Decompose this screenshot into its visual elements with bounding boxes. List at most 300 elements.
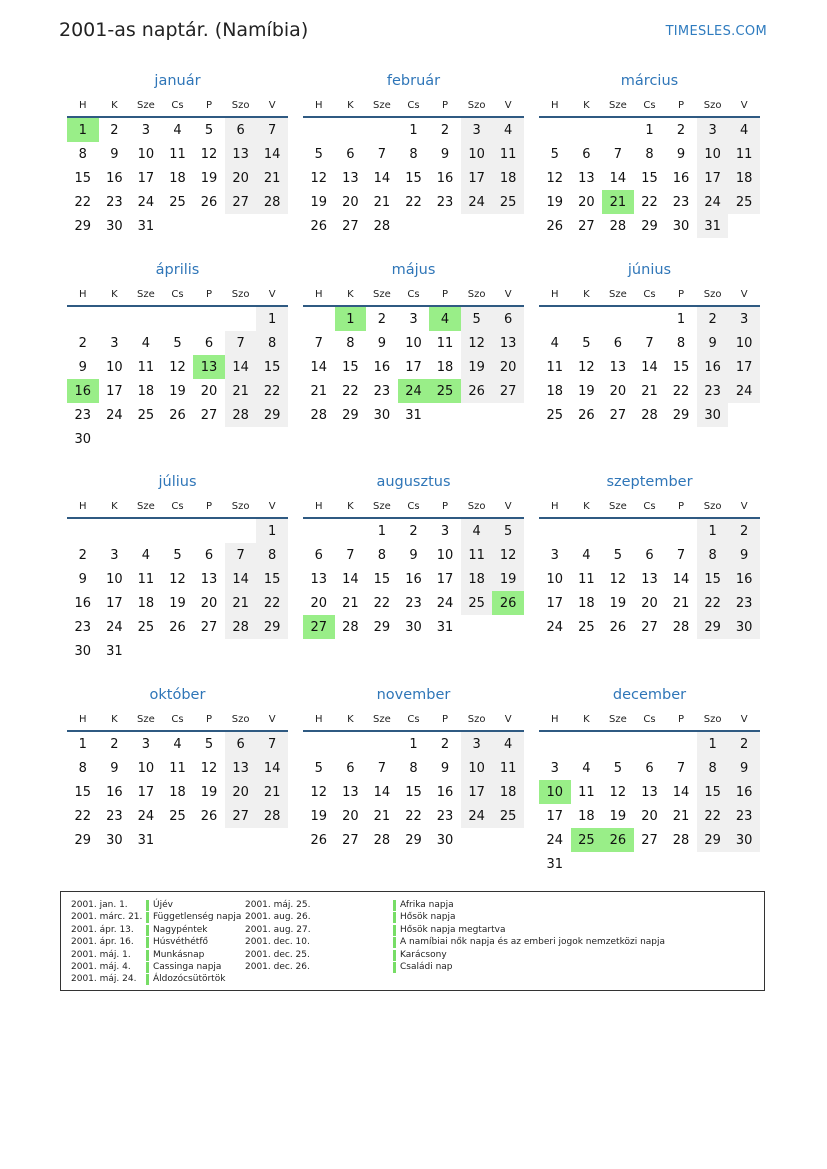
day-cell: 23: [728, 591, 760, 615]
month-6: [67, 473, 288, 663]
weekday-header: Szo: [225, 94, 257, 117]
day-cell: 3: [461, 731, 493, 756]
weekday-header: Cs: [634, 708, 666, 731]
day-cell: 28: [310, 407, 328, 423]
day-cell: 9: [110, 146, 119, 162]
legend-date: 2001. márc. 21.: [71, 912, 143, 923]
day-cell: 24: [106, 619, 123, 635]
day-cell: 30: [672, 218, 690, 234]
day-cell: 24: [436, 595, 454, 611]
legend-holiday-name: Nagypéntek: [146, 925, 208, 936]
empty-cell: [193, 639, 225, 663]
day-cell: 24: [106, 407, 123, 423]
day-cell: 17: [728, 355, 760, 379]
weekday-header: Cs: [162, 495, 194, 518]
empty-cell: [665, 518, 697, 543]
day-cell: 27: [225, 190, 257, 214]
month-grid: [303, 94, 524, 238]
day-cell: 10: [405, 335, 422, 351]
day-cell: 10: [137, 146, 155, 162]
month-name: augusztus: [376, 474, 451, 490]
day-cell: 7: [225, 331, 257, 355]
day-cell: 25: [169, 194, 186, 210]
day-cell: 26: [546, 218, 564, 234]
day-cell: 7: [314, 335, 323, 351]
day-cell: 1: [645, 122, 654, 138]
empty-cell: [398, 214, 430, 238]
day-cell: 11: [728, 142, 760, 166]
empty-cell: [571, 117, 603, 142]
legend-date: 2001. máj. 25.: [245, 900, 311, 910]
day-cell: 10: [461, 142, 493, 166]
day-cell: 2: [728, 731, 760, 756]
day-cell: 5: [173, 335, 182, 351]
day-cell: 9: [697, 331, 729, 355]
day-cell: 19: [310, 194, 328, 210]
day-cell: 24: [137, 808, 155, 824]
day-cell: 23: [405, 595, 422, 611]
day-cell: 18: [436, 359, 454, 375]
day-cell: 17: [106, 383, 123, 399]
month-grid: [67, 283, 288, 451]
day-cell: 3: [728, 306, 760, 331]
legend-holiday-name: Munkásnap: [146, 950, 204, 961]
day-cell: 16: [373, 359, 391, 375]
day-cell: 1: [676, 311, 686, 327]
day-cell: 20: [492, 355, 524, 379]
day-cell: 1: [78, 736, 87, 752]
day-cell: 11: [169, 146, 186, 162]
day-cell: 30: [74, 643, 92, 659]
day-cell: 13: [225, 142, 257, 166]
day-cell: 7: [377, 760, 387, 776]
empty-cell: [492, 615, 524, 639]
day-cell: 27: [200, 619, 218, 635]
weekday-header: Cs: [398, 283, 430, 306]
day-cell: 20: [578, 194, 595, 210]
day-cell: 29: [342, 407, 359, 423]
weekday-header: V: [492, 283, 524, 306]
day-cell: 16: [106, 784, 123, 800]
day-cell: 5: [613, 760, 623, 776]
day-cell: 1: [256, 306, 288, 331]
month-grid: [67, 495, 288, 663]
month-7: [303, 473, 524, 639]
empty-cell: [492, 214, 524, 238]
weekday-header: Szo: [461, 495, 493, 518]
day-cell: 13: [225, 756, 257, 780]
empty-cell: [728, 214, 760, 238]
day-cell: 20: [609, 383, 627, 399]
day-cell: 10: [461, 756, 493, 780]
empty-cell: [303, 731, 335, 756]
empty-cell: [492, 828, 524, 852]
day-cell: 30: [373, 407, 391, 423]
day-cell: 6: [314, 547, 323, 563]
weekday-header: Sze: [602, 283, 634, 306]
day-cell: 29: [74, 832, 92, 848]
day-cell: 17: [137, 784, 155, 800]
day-cell: 27: [641, 832, 658, 848]
day-cell: 10: [539, 780, 571, 804]
day-cell: 11: [137, 571, 155, 587]
day-cell: 17: [106, 595, 123, 611]
day-cell: 25: [546, 407, 564, 423]
day-cell: 22: [342, 383, 359, 399]
day-cell: 26: [310, 218, 328, 234]
empty-cell: [193, 518, 225, 543]
weekday-header: V: [728, 94, 760, 117]
day-cell: 28: [256, 804, 288, 828]
day-cell: 26: [461, 379, 493, 403]
day-cell: 8: [377, 547, 387, 563]
weekday-header: Sze: [366, 708, 398, 731]
day-cell: 7: [346, 547, 355, 563]
month-11: [539, 686, 760, 876]
day-cell: 15: [405, 170, 422, 186]
day-cell: 1: [409, 122, 418, 138]
day-cell: 22: [405, 808, 422, 824]
empty-cell: [256, 214, 288, 238]
day-cell: 30: [405, 619, 422, 635]
day-cell: 3: [110, 335, 119, 351]
empty-cell: [461, 615, 493, 639]
brand-link[interactable]: TIMESLES.COM: [665, 24, 767, 39]
day-cell: 19: [578, 383, 595, 399]
empty-cell: [256, 427, 288, 451]
day-cell: 4: [492, 117, 524, 142]
weekday-header: Cs: [162, 283, 194, 306]
empty-cell: [665, 852, 697, 876]
day-cell: 11: [492, 756, 524, 780]
day-cell: 18: [169, 170, 186, 186]
day-cell: 3: [440, 523, 450, 539]
day-cell: 6: [204, 547, 214, 563]
day-cell: 27: [609, 407, 627, 423]
empty-cell: [634, 306, 666, 331]
day-cell: 7: [613, 146, 623, 162]
empty-cell: [225, 828, 257, 852]
month-name: szeptember: [606, 474, 693, 490]
weekday-header: H: [67, 94, 99, 117]
legend-holiday-name: Karácsony: [393, 950, 447, 961]
weekday-header: V: [728, 495, 760, 518]
weekday-header: Sze: [130, 94, 162, 117]
day-cell: 31: [436, 619, 454, 635]
day-cell: 14: [256, 142, 288, 166]
day-cell: 17: [461, 780, 493, 804]
day-cell: 24: [546, 619, 564, 635]
weekday-header: K: [571, 495, 603, 518]
day-cell: 22: [74, 194, 92, 210]
day-cell: 13: [193, 355, 225, 379]
day-cell: 13: [310, 571, 328, 587]
day-cell: 24: [398, 379, 430, 403]
day-cell: 20: [641, 808, 658, 824]
day-cell: 29: [697, 615, 729, 639]
day-cell: 7: [256, 731, 288, 756]
day-cell: 26: [169, 619, 186, 635]
day-cell: 11: [169, 760, 186, 776]
empty-cell: [602, 852, 634, 876]
day-cell: 6: [225, 731, 257, 756]
empty-cell: [697, 852, 729, 876]
empty-cell: [225, 639, 257, 663]
weekday-header: P: [665, 495, 697, 518]
page-title: 2001-as naptár. (Namíbia): [59, 19, 309, 41]
day-cell: 26: [609, 619, 627, 635]
day-cell: 8: [676, 335, 686, 351]
day-cell: 10: [546, 571, 564, 587]
empty-cell: [303, 117, 335, 142]
day-cell: 9: [728, 756, 760, 780]
day-cell: 17: [405, 359, 422, 375]
month-grid: [539, 495, 760, 639]
legend-holiday-name: Áldozócsütörtök: [146, 974, 225, 985]
day-cell: 11: [436, 335, 454, 351]
day-cell: 8: [409, 760, 418, 776]
weekday-header: Sze: [602, 708, 634, 731]
empty-cell: [335, 731, 367, 756]
day-cell: 3: [141, 736, 151, 752]
day-cell: 9: [440, 146, 450, 162]
weekday-header: P: [193, 495, 225, 518]
day-cell: 14: [225, 355, 257, 379]
day-cell: 1: [377, 523, 387, 539]
day-cell: 5: [492, 518, 524, 543]
day-cell: 20: [310, 595, 328, 611]
month-grid: [303, 708, 524, 852]
day-cell: 31: [137, 832, 155, 848]
day-cell: 30: [74, 431, 92, 447]
day-cell: 28: [342, 619, 359, 635]
day-cell: 6: [204, 335, 214, 351]
weekday-header: Sze: [602, 94, 634, 117]
weekday-header: V: [492, 495, 524, 518]
day-cell: 22: [373, 595, 391, 611]
month-9: [67, 686, 288, 852]
day-cell: 26: [578, 407, 595, 423]
day-cell: 8: [697, 543, 729, 567]
day-cell: 30: [728, 615, 760, 639]
empty-cell: [602, 518, 634, 543]
day-cell: 15: [641, 170, 658, 186]
weekday-header: V: [256, 94, 288, 117]
month-name: február: [386, 73, 441, 89]
weekday-header: Szo: [225, 708, 257, 731]
day-cell: 9: [110, 760, 119, 776]
weekday-header: H: [303, 495, 335, 518]
day-cell: 7: [676, 760, 686, 776]
empty-cell: [162, 639, 194, 663]
day-cell: 1: [697, 731, 729, 756]
day-cell: 23: [74, 407, 92, 423]
day-cell: 23: [672, 194, 690, 210]
weekday-header: H: [539, 495, 571, 518]
day-cell: 19: [461, 355, 493, 379]
day-cell: 11: [578, 571, 595, 587]
day-cell: 28: [373, 218, 391, 234]
day-cell: 15: [697, 567, 729, 591]
day-cell: 21: [641, 383, 658, 399]
empty-cell: [225, 427, 257, 451]
day-cell: 29: [641, 218, 658, 234]
day-cell: 19: [169, 595, 186, 611]
weekday-header: Sze: [130, 495, 162, 518]
empty-cell: [303, 518, 335, 543]
legend-holiday-name: Függetlenség napja: [146, 912, 241, 923]
day-cell: 10: [106, 571, 123, 587]
weekday-header: P: [429, 708, 461, 731]
weekday-header: Cs: [634, 495, 666, 518]
day-cell: 15: [256, 355, 288, 379]
day-cell: 26: [492, 591, 524, 615]
day-cell: 9: [440, 760, 450, 776]
weekday-header: V: [256, 283, 288, 306]
month-5: [539, 261, 760, 427]
legend-date: 2001. ápr. 13.: [71, 924, 134, 935]
day-cell: 23: [106, 808, 123, 824]
month-0: [67, 72, 288, 238]
weekday-header: Sze: [130, 283, 162, 306]
empty-cell: [162, 306, 194, 331]
month-name: május: [391, 262, 436, 278]
day-cell: 12: [310, 170, 328, 186]
day-cell: 26: [200, 194, 218, 210]
day-cell: 18: [492, 780, 524, 804]
legend-holiday-name: Családi nap: [393, 962, 453, 973]
day-cell: 25: [728, 190, 760, 214]
legend-holiday-name: Cassinga napja: [146, 962, 221, 973]
day-cell: 18: [728, 166, 760, 190]
day-cell: 5: [173, 547, 182, 563]
day-cell: 17: [137, 170, 155, 186]
empty-cell: [571, 518, 603, 543]
empty-cell: [602, 306, 634, 331]
day-cell: 4: [461, 518, 493, 543]
month-grid: [67, 94, 288, 238]
day-cell: 3: [461, 117, 493, 142]
day-cell: 20: [225, 780, 257, 804]
day-cell: 31: [106, 643, 123, 659]
day-cell: 25: [429, 379, 461, 403]
empty-cell: [256, 639, 288, 663]
day-cell: 2: [110, 736, 119, 752]
day-cell: 28: [641, 407, 658, 423]
day-cell: 31: [697, 214, 729, 238]
day-cell: 6: [346, 760, 355, 776]
day-cell: 8: [409, 146, 418, 162]
day-cell: 15: [405, 784, 422, 800]
day-cell: 17: [546, 808, 564, 824]
day-cell: 5: [582, 335, 591, 351]
empty-cell: [539, 731, 571, 756]
day-cell: 8: [346, 335, 355, 351]
day-cell: 29: [256, 615, 288, 639]
empty-cell: [225, 306, 257, 331]
empty-cell: [193, 828, 225, 852]
day-cell: 12: [461, 331, 493, 355]
day-cell: 15: [342, 359, 359, 375]
empty-cell: [571, 731, 603, 756]
day-cell: 27: [641, 619, 658, 635]
day-cell: 17: [436, 571, 454, 587]
day-cell: 7: [377, 146, 387, 162]
day-cell: 28: [672, 832, 690, 848]
month-8: [539, 473, 760, 639]
day-cell: 18: [461, 567, 493, 591]
day-cell: 26: [310, 832, 328, 848]
weekday-header: H: [539, 708, 571, 731]
day-cell: 23: [436, 808, 454, 824]
empty-cell: [539, 306, 571, 331]
day-cell: 2: [110, 122, 119, 138]
day-cell: 13: [200, 571, 218, 587]
day-cell: 19: [200, 784, 218, 800]
legend-date: 2001. máj. 1.: [71, 949, 131, 960]
weekday-header: P: [665, 283, 697, 306]
day-cell: 14: [672, 784, 690, 800]
day-cell: 1: [697, 518, 729, 543]
day-cell: 22: [641, 194, 658, 210]
day-cell: 16: [728, 567, 760, 591]
day-cell: 14: [342, 571, 359, 587]
weekday-header: Szo: [225, 283, 257, 306]
legend-date: 2001. aug. 27.: [245, 924, 311, 935]
legend-date: 2001. dec. 26.: [245, 961, 310, 972]
day-cell: 25: [578, 619, 595, 635]
weekday-header: Cs: [398, 94, 430, 117]
day-cell: 19: [200, 170, 218, 186]
day-cell: 16: [436, 170, 454, 186]
day-cell: 18: [169, 784, 186, 800]
weekday-header: H: [303, 283, 335, 306]
day-cell: 29: [672, 407, 690, 423]
day-cell: 5: [204, 122, 214, 138]
day-cell: 29: [697, 828, 729, 852]
day-cell: 21: [672, 595, 690, 611]
day-cell: 31: [405, 407, 422, 423]
day-cell: 3: [550, 760, 559, 776]
empty-cell: [539, 117, 571, 142]
day-cell: 3: [697, 117, 729, 142]
day-cell: 27: [342, 218, 359, 234]
day-cell: 5: [314, 760, 323, 776]
weekday-header: K: [99, 708, 131, 731]
day-cell: 3: [409, 311, 418, 327]
empty-cell: [429, 214, 461, 238]
day-cell: 28: [373, 832, 391, 848]
month-10: [303, 686, 524, 852]
day-cell: 24: [546, 832, 564, 848]
weekday-header: P: [429, 495, 461, 518]
weekday-header: K: [335, 708, 367, 731]
empty-cell: [256, 828, 288, 852]
day-cell: 22: [672, 383, 690, 399]
day-cell: 13: [342, 170, 359, 186]
day-cell: 25: [137, 619, 155, 635]
day-cell: 11: [492, 142, 524, 166]
day-cell: 20: [225, 166, 257, 190]
day-cell: 29: [74, 218, 92, 234]
month-name: november: [376, 687, 451, 703]
day-cell: 12: [310, 784, 328, 800]
weekday-header: K: [99, 94, 131, 117]
day-cell: 21: [225, 379, 257, 403]
day-cell: 29: [405, 832, 422, 848]
empty-cell: [130, 639, 162, 663]
weekday-header: H: [303, 94, 335, 117]
